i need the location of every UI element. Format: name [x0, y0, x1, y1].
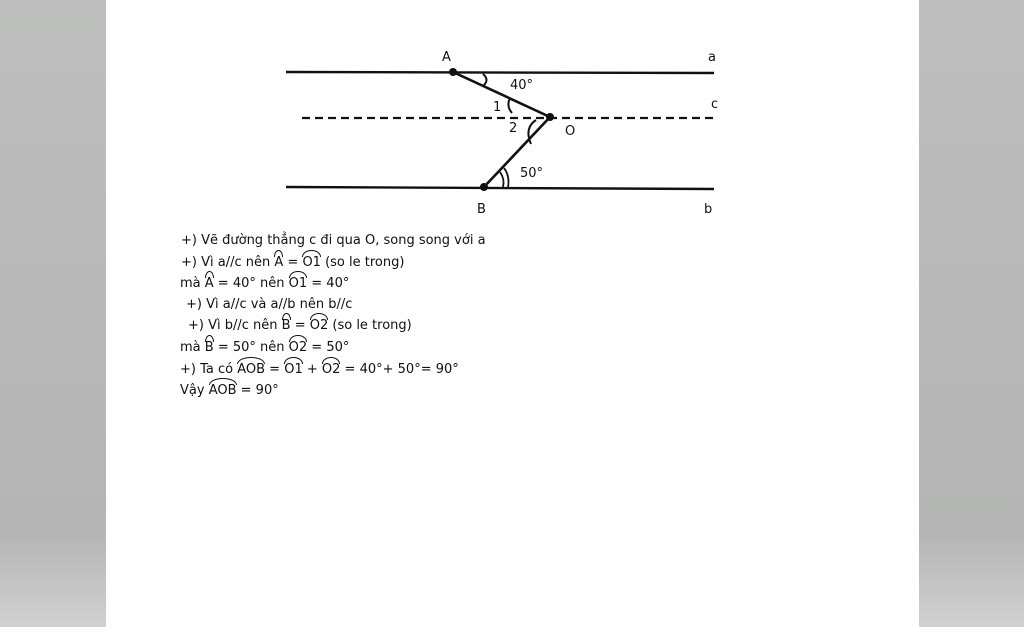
line-text: Vậy [180, 383, 209, 399]
left-margin [0, 0, 106, 627]
label-angle-1: 1 [493, 100, 502, 115]
line-text: mà [180, 276, 205, 292]
label-point-a: A [442, 50, 451, 65]
point-a [449, 68, 457, 76]
angle-symbol: B [205, 337, 214, 359]
line-text: = [290, 318, 310, 334]
line-text: = 50° nên [213, 339, 289, 355]
line-text: +) Vì b//c nên [188, 318, 282, 334]
angle-symbol: O1 [284, 359, 303, 381]
line-text: +) Vì a//c và a//b nên b//c [186, 296, 353, 312]
label-line-a: a [708, 50, 716, 65]
line-text: (so le trong) [320, 254, 405, 270]
angle-a-arc [483, 74, 487, 86]
segment-ao [453, 72, 550, 117]
solution-line-7 [180, 359, 700, 381]
label-point-o: O [565, 124, 576, 139]
angle-symbol: B [282, 315, 291, 337]
label-line-c: c [711, 97, 719, 112]
angle-symbol: AOB [209, 380, 237, 402]
label-angle-50: 50° [520, 166, 544, 181]
line-text: = [283, 254, 303, 270]
angle-symbol: O2 [322, 359, 341, 381]
point-o [546, 113, 554, 121]
solution-line-4 [180, 295, 700, 316]
geometry-figure [106, 0, 919, 230]
angle-symbol: AOB [237, 359, 265, 381]
line-text: +) Vì a//c nên [181, 254, 275, 270]
line-b [286, 187, 714, 189]
solution-text [180, 231, 700, 402]
angle-symbol: O1 [302, 252, 321, 274]
line-text: mà [180, 339, 205, 355]
line-text: = 40°+ 50°= 90° [340, 361, 459, 377]
solution-line-5 [180, 315, 700, 337]
point-b [480, 183, 488, 191]
document-page [106, 0, 919, 627]
right-margin [919, 0, 1024, 627]
solution-line-1 [180, 231, 700, 252]
solution-line-6 [180, 337, 700, 359]
line-text: (so le trong) [328, 318, 412, 334]
angle-b-arc-inner [500, 172, 504, 187]
label-angle-40: 40° [510, 78, 534, 93]
angle-symbol: A [205, 273, 214, 295]
solution-line-8 [180, 380, 700, 402]
label-angle-2: 2 [509, 121, 518, 136]
label-point-b: B [477, 202, 486, 217]
line-text: = 90° [236, 383, 279, 399]
angle-symbol: O2 [289, 337, 308, 359]
angle-symbol: O2 [310, 315, 329, 337]
solution-line-3 [180, 273, 700, 295]
line-text: +) Vẽ đường thẳng c đi qua O, song song với a [181, 233, 486, 248]
label-line-b: b [704, 202, 713, 217]
line-text: = 50° [307, 339, 350, 355]
solution-line-2 [180, 252, 700, 274]
line-text: = 40° [307, 276, 350, 292]
line-text: = 40° nên [213, 276, 289, 292]
line-text: +) Ta có [180, 361, 238, 377]
angle-symbol: A [274, 252, 283, 274]
line-a [286, 72, 714, 73]
angle-b-arc-outer [504, 168, 509, 187]
line-text: + [302, 361, 322, 377]
line-text: = [265, 361, 285, 377]
angle-symbol: O1 [289, 273, 308, 295]
